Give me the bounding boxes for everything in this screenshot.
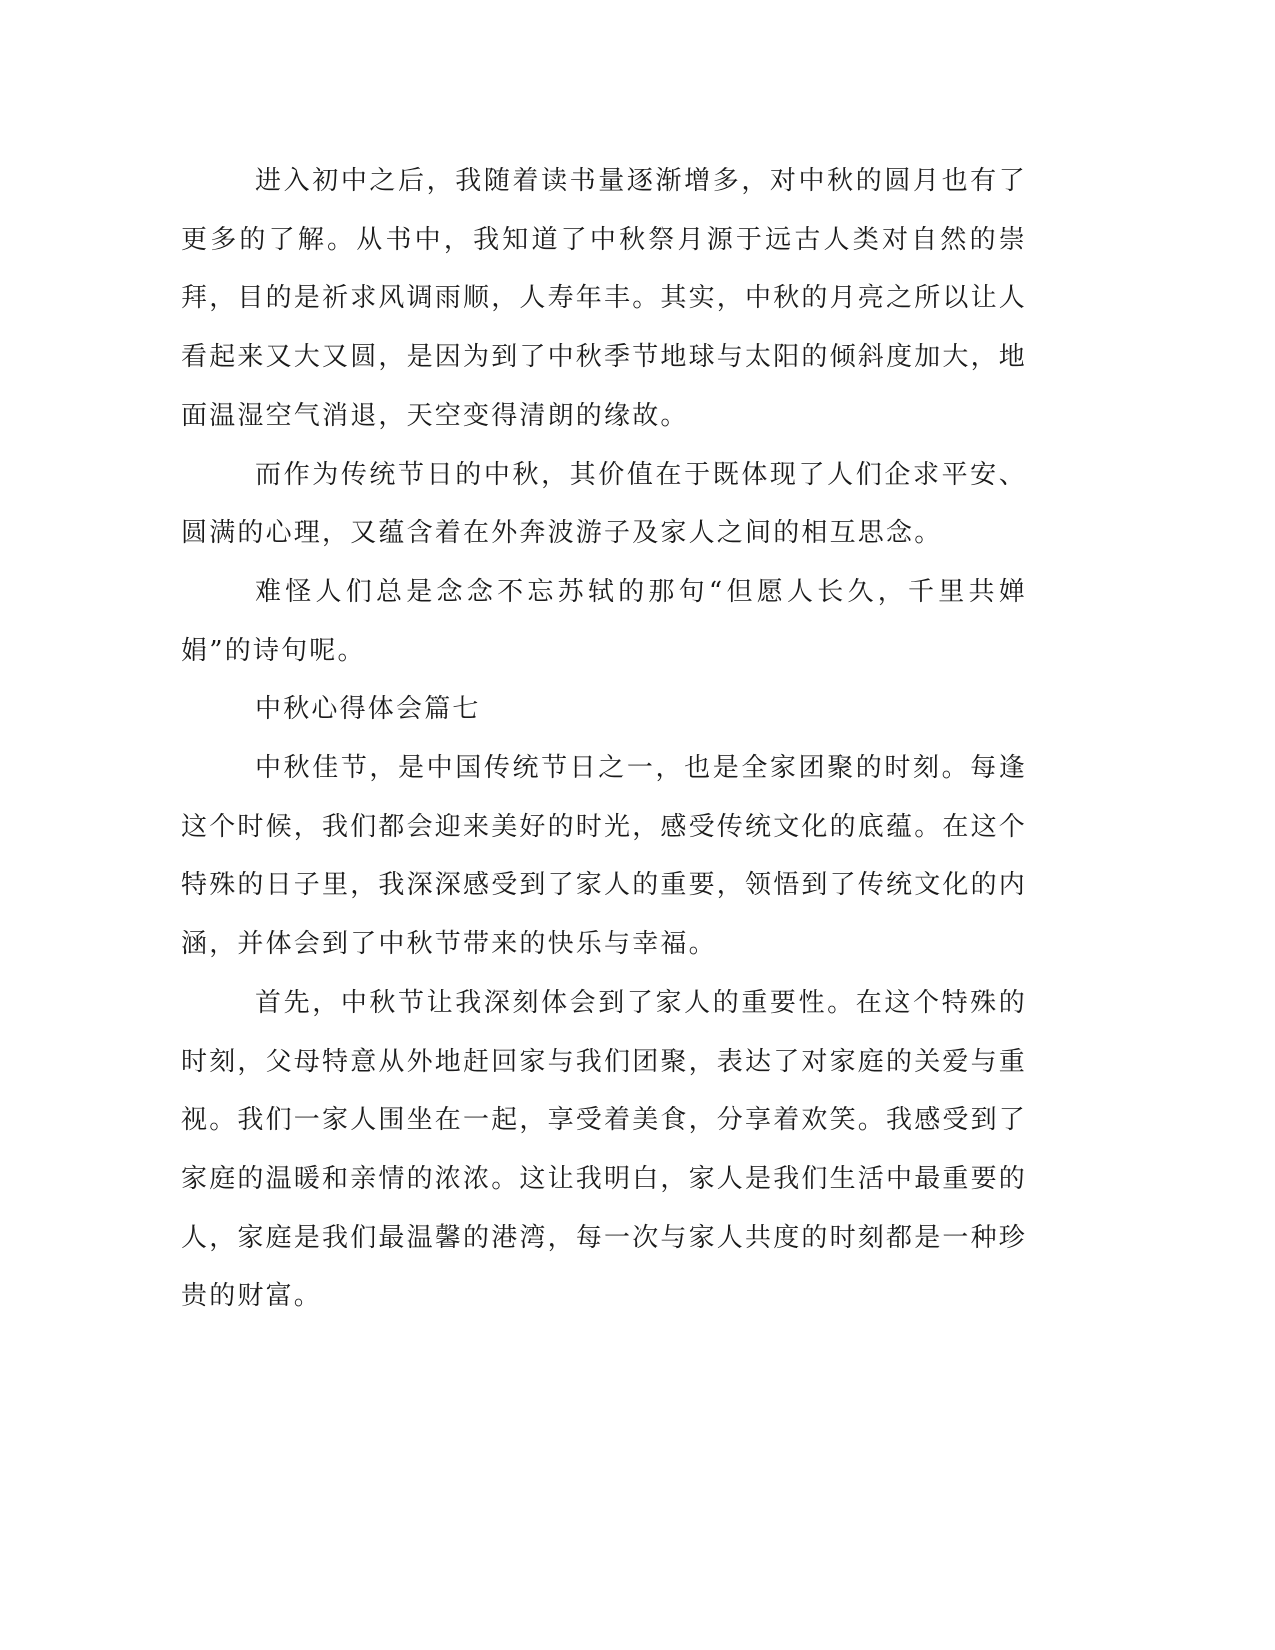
paragraph-su-shi-poem: 难怪人们总是念念不忘苏轼的那句“但愿人长久，千里共婵娟”的诗句呢。 <box>181 576 1027 666</box>
paragraph-festival-value: 而作为传统节日的中秋，其价值在于既体现了人们企求平安、圆满的心理，又蕴含着在外奔波游子及家人之间的相互思念。 <box>181 459 1027 549</box>
paragraph-moon-knowledge: 进入初中之后，我随着读书量逐渐增多，对中秋的圆月也有了更多的了解。从书中，我知道了中秋祭月源于远古人类对自然的崇拜，目的是祈求风调雨顺，人寿年丰。其实，中秋的月亮之所以让人看起来又大又圆，是因为到了中秋季节地球与太阳的倾斜度加大，地面温湿空气消退，天空变得清朗的缘故。 <box>181 166 1028 431</box>
section-heading: 中秋心得体会篇七 <box>255 694 481 725</box>
paragraph-family-reunion: 中秋佳节，是中国传统节日之一，也是全家团聚的时刻。每逢这个时候，我们都会迎来美好的时光，感受传统文化的底蕴。在这个特殊的日子里，我深深感受到了家人的重要，领悟到了传统文化的内涵，并体会到了中秋节带来的快乐与幸福。 <box>181 753 1028 960</box>
document-body <box>181 152 1027 1326</box>
paragraph-family-importance: 首先，中秋节让我深刻体会到了家人的重要性。在这个特殊的时刻，父母特意从外地赶回家与我们团聚，表达了对家庭的关爱与重视。我们一家人围坐在一起，享受着美食，分享着欢笑。我感受到了家庭的温暖和亲情的浓浓。这让我明白，家人是我们生活中最重要的人，家庭是我们最温馨的港湾，每一次与家人共度的时刻都是一种珍贵的财富。 <box>181 987 1028 1312</box>
